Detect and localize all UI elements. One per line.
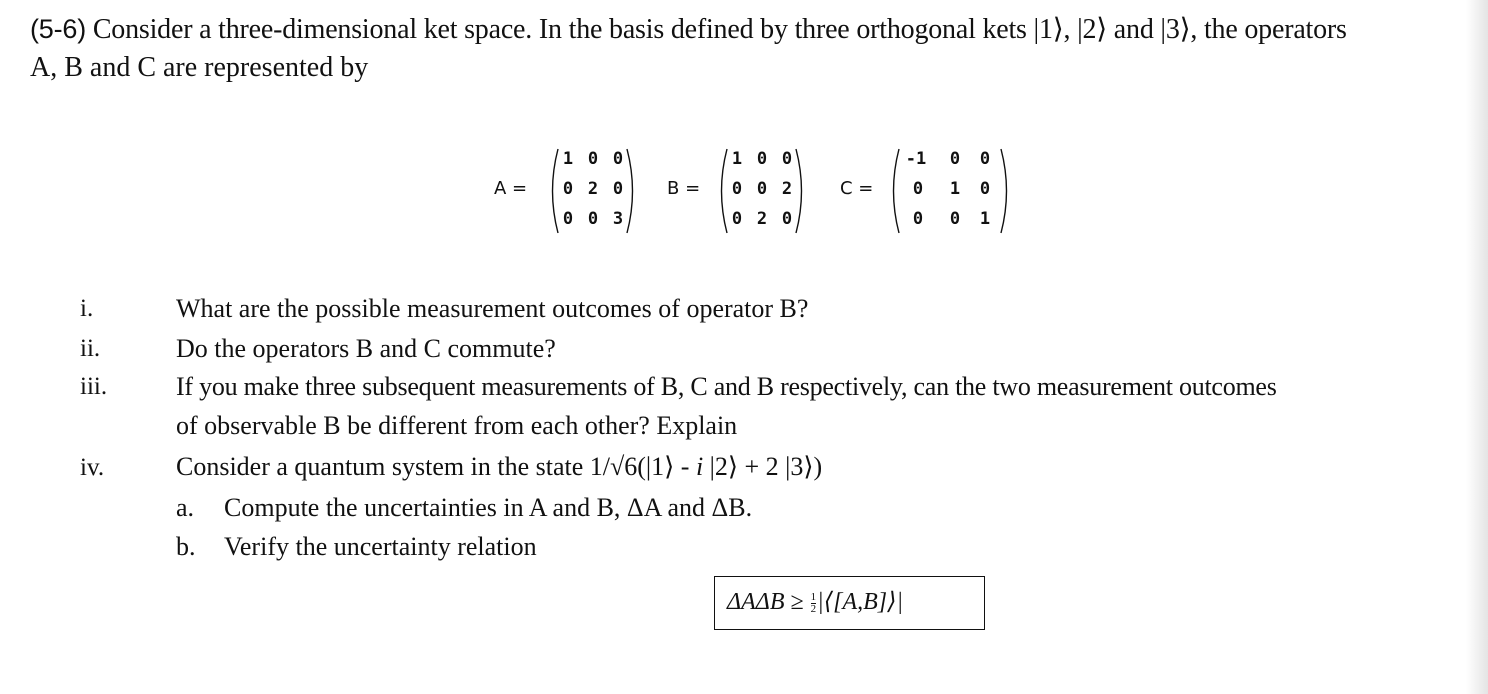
matrix-c: [886, 145, 1014, 237]
matrix-b: [714, 145, 809, 237]
question-iv-text-end: |2⟩ + 2 |3⟩): [703, 452, 823, 481]
matrix-c-cell: 0: [979, 149, 991, 169]
uncertainty-relation-formula: [727, 587, 903, 616]
question-iii-text: If you make three subsequent measurements of B, C and B respectively, can the two measurement outcomes: [176, 372, 1277, 401]
matrix-c-cell: 0: [912, 209, 924, 229]
subpart-a-text: Compute the uncertainties in A and B, ΔA and ΔB.: [224, 493, 753, 522]
problem-intro-line-2: A, B and C are represented by: [30, 52, 369, 83]
matrix-a-cell: 1: [562, 149, 574, 169]
question-number-iii: iii.: [80, 373, 108, 400]
formula-rhs: |⟨[A,B]⟩|: [817, 589, 904, 615]
problem-intro-line-1: [30, 12, 1347, 46]
subpart-label-a: a.: [176, 493, 195, 522]
matrix-c-cell: 0: [912, 179, 924, 199]
subpart-b-text: Verify the uncertainty relation: [224, 532, 537, 561]
matrix-c-cell: 0: [949, 149, 961, 169]
question-i-text: What are the possible measurement outcomes of operator B?: [176, 294, 809, 323]
matrix-c-cell: 1: [949, 179, 961, 199]
matrix-c-cell: 0: [979, 179, 991, 199]
matrix-a-cell: 0: [587, 209, 599, 229]
problem-intro-text: Consider a three-dimensional ket space. In the basis defined by three orthogonal kets |1⟩, |2⟩ and |3⟩, the operators: [86, 14, 1347, 45]
formula-fraction: [811, 592, 817, 615]
problem-number: (5-6): [30, 14, 87, 44]
question-iii-text-continued: of observable B be different from each other? Explain: [176, 411, 738, 440]
matrix-c-cell: 1: [979, 209, 991, 229]
question-number-iv: iv.: [80, 454, 105, 481]
matrix-b-cell: 2: [781, 179, 793, 199]
matrix-c-label: C =: [840, 178, 874, 199]
question-iv-text: [176, 452, 822, 482]
formula-fraction-denominator: 2: [810, 602, 817, 615]
matrix-a-cell: 0: [562, 209, 574, 229]
imaginary-unit-symbol: i: [695, 452, 704, 481]
formula-fraction-numerator: 1: [810, 590, 817, 603]
matrix-a-cell: 0: [587, 149, 599, 169]
question-iv-text-start: Consider a quantum system in the state 1/√6(|1⟩ -: [176, 452, 696, 481]
matrix-b-cell: 0: [756, 149, 768, 169]
matrix-b-cell: 0: [781, 209, 793, 229]
matrix-c-cell: -1: [905, 149, 927, 169]
matrix-a-cell: 0: [562, 179, 574, 199]
matrix-c-cell: 0: [949, 209, 961, 229]
matrix-b-cell: 0: [781, 149, 793, 169]
question-number-i: i.: [80, 295, 94, 322]
matrix-b-cell: 0: [731, 209, 743, 229]
formula-lhs: ΔAΔB ≥: [727, 589, 810, 615]
matrix-b-cell: 0: [756, 179, 768, 199]
matrix-b-cell: 0: [731, 179, 743, 199]
question-ii-text: Do the operators B and C commute?: [176, 334, 556, 363]
matrix-a-label: A =: [494, 178, 528, 199]
matrix-b-label: B =: [667, 178, 701, 199]
matrix-a-cell: 2: [587, 179, 599, 199]
page-edge-shadow: [1466, 0, 1488, 694]
matrix-a: [545, 145, 640, 237]
subpart-label-b: b.: [176, 532, 196, 561]
uncertainty-relation-box: [714, 576, 985, 630]
matrix-a-cell: 0: [612, 179, 624, 199]
matrix-b-cell: 1: [731, 149, 743, 169]
question-number-ii: ii.: [80, 335, 101, 362]
matrix-b-cell: 2: [756, 209, 768, 229]
matrix-a-cell: 0: [612, 149, 624, 169]
matrix-a-cell: 3: [612, 209, 624, 229]
